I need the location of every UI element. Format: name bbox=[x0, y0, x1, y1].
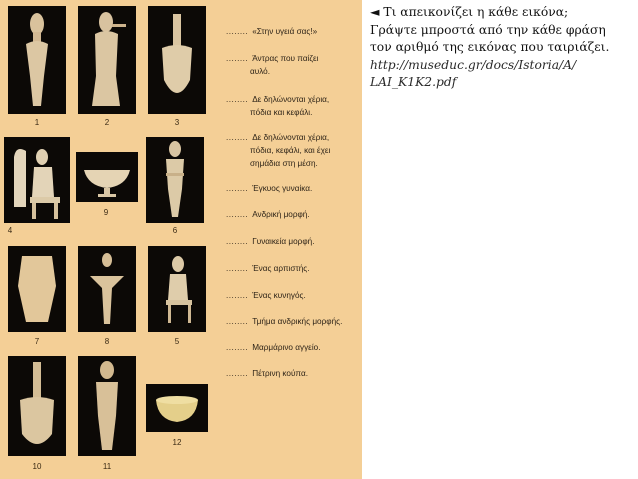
standing-figurine-icon bbox=[8, 6, 66, 114]
clue-12: ........ Πέτρινη κούπα. bbox=[226, 369, 308, 378]
clue-4-line-2: πόδια, κεφάλι, και έχει bbox=[250, 146, 331, 155]
figure-number-4: 4 bbox=[7, 226, 13, 235]
clue-3-line-2: πόδια και κεφάλι. bbox=[250, 108, 313, 117]
figure-number-8: 8 bbox=[104, 337, 110, 346]
clue-2-line-1: ........ Άντρας που παίζει bbox=[226, 54, 319, 63]
hunter-figurine-icon bbox=[78, 246, 136, 332]
figurine-4-image bbox=[4, 137, 70, 223]
figurine-1-image bbox=[8, 6, 66, 114]
figure-number-11: 11 bbox=[102, 462, 112, 471]
source-url-part-2[interactable]: LAI_K1K2.pdf bbox=[370, 75, 457, 89]
figurine-9-image bbox=[76, 152, 138, 202]
clue-9: ........ Ένας κυνηγός. bbox=[226, 291, 306, 300]
figure-number-3: 3 bbox=[174, 118, 180, 127]
figure-number-10: 10 bbox=[32, 462, 42, 471]
torso-fragment-icon bbox=[8, 246, 66, 332]
figurine-8-image bbox=[78, 246, 136, 332]
figurine-11-image bbox=[78, 356, 136, 456]
clue-4-line-3: σημάδια στη μέση. bbox=[250, 159, 318, 168]
figure-number-7: 7 bbox=[34, 337, 40, 346]
clue-10: ........ Τμήμα ανδρικής μορφής. bbox=[226, 317, 343, 326]
figure-number-1: 1 bbox=[34, 118, 40, 127]
stone-cup-icon bbox=[146, 384, 208, 432]
source-url-part-1[interactable]: http://museduc.gr/docs/Istoria/A/ bbox=[370, 57, 577, 72]
marble-vessel-icon bbox=[76, 152, 138, 202]
figurine-10-image bbox=[8, 356, 66, 456]
harpist-figurine-icon bbox=[4, 137, 70, 223]
clue-4-line-1: ........ Δε δηλώνονται χέρια, bbox=[226, 133, 330, 142]
figurine-2-image bbox=[78, 6, 136, 114]
clue-5: ........ Έγκυος γυναίκα. bbox=[226, 184, 313, 193]
instruction-question: ◄ Τι απεικονίζει η κάθε εικόνα; bbox=[370, 5, 569, 19]
figure-number-12: 12 bbox=[172, 438, 182, 447]
clue-2-line-2: αυλό. bbox=[250, 67, 271, 76]
violin-figurine-icon bbox=[148, 6, 206, 114]
clue-11: ........ Μαρμάρινο αγγείο. bbox=[226, 343, 321, 352]
male-figurine-icon bbox=[78, 356, 136, 456]
clue-1: ........ «Στην υγειά σας!» bbox=[226, 27, 318, 36]
instruction-line-3: τον αριθμό της εικόνας που ταιριάζει. bbox=[370, 40, 610, 54]
clue-6: ........ Ανδρική μορφή. bbox=[226, 210, 310, 219]
clue-3-line-1: ........ Δε δηλώνονται χέρια, bbox=[226, 95, 330, 104]
instruction-line-2: Γράψτε μπροστά από την κάθε φράση bbox=[370, 22, 606, 37]
violin-figurine-large-icon bbox=[8, 356, 66, 456]
figure-number-9: 9 bbox=[103, 208, 109, 217]
seated-figurine-icon bbox=[148, 246, 206, 332]
flute-player-figurine-icon bbox=[78, 6, 136, 114]
figure-number-2: 2 bbox=[104, 118, 110, 127]
instructions-panel bbox=[370, 4, 634, 92]
figurine-7-image bbox=[8, 246, 66, 332]
figure-number-6: 6 bbox=[172, 226, 178, 235]
female-figurine-icon bbox=[146, 137, 204, 223]
figurine-6-image bbox=[146, 137, 204, 223]
figurine-3-image bbox=[148, 6, 206, 114]
figurine-12-image bbox=[146, 384, 208, 432]
figurine-5-image bbox=[148, 246, 206, 332]
figure-number-5: 5 bbox=[174, 337, 180, 346]
clue-8: ........ Ένας αρπιστής. bbox=[226, 264, 310, 273]
clue-7: ........ Γυναικεία μορφή. bbox=[226, 237, 315, 246]
